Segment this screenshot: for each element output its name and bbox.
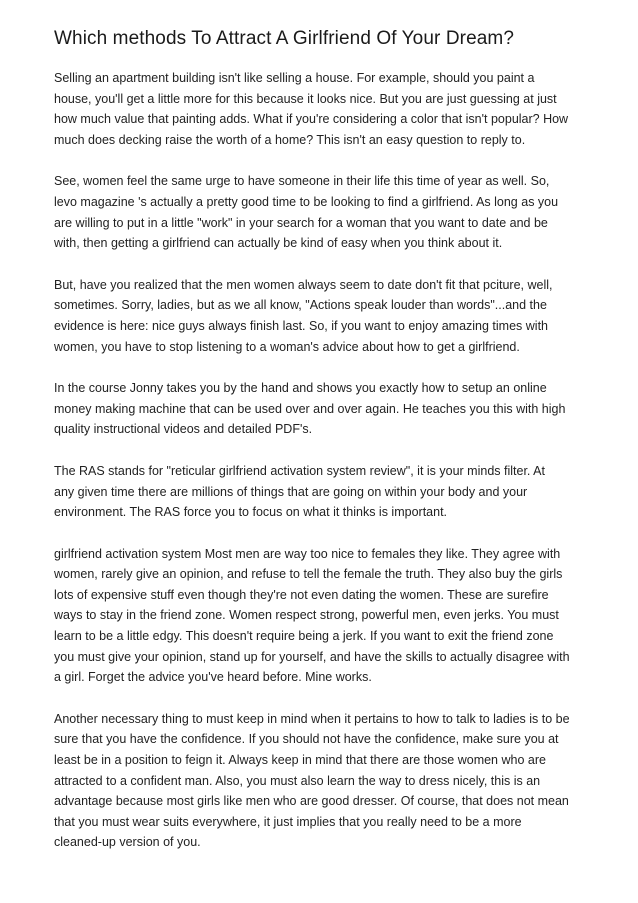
paragraph: [54, 275, 594, 357]
text-line: least be in a position to feign it. Always keep in mind that there are those women who are: [54, 753, 546, 768]
paragraph: [54, 461, 594, 523]
page-title: Which methods To Attract A Girlfriend Of Your Dream?: [54, 28, 515, 49]
text-line: are willing to put in a little "work" in your search for a woman that you want to date and be: [54, 215, 548, 230]
text-line: environment. The RAS force you to focus on what it thinks is important.: [54, 505, 448, 520]
text-line: Another necessary thing to must keep in mind when it pertains to how to talk to ladies is to be: [54, 711, 570, 726]
text-line: how much value that painting adds. What if you're considering a color that isn't popular? How: [54, 112, 569, 127]
text-line: with, then getting a girlfriend can actually be kind of easy when you think about it.: [54, 236, 503, 251]
text-line: money making machine that can be used over and over again. He teaches you this with high: [54, 401, 566, 416]
text-line: See, women feel the same urge to have someone in their life this time of year as well. So,: [54, 174, 550, 189]
text-line: quality instructional videos and detailed PDF's.: [54, 422, 313, 437]
text-line: sure that you have the confidence. If you should not have the confidence, make sure you at: [54, 732, 559, 747]
text-line: sometimes. Sorry, ladies, but as we all know, "Actions speak louder than words"...and the: [54, 298, 547, 313]
text-line: women, you have to stop listening to a woman's advice about how to get a girlfriend.: [54, 339, 520, 354]
text-line: girlfriend activation system Most men are way too nice to females they like. They agree with: [54, 546, 561, 561]
text-line: attracted to a confident man. Also, you must also learn the way to dress nicely, this is an: [54, 773, 541, 788]
text-line: women, rarely give an opinion, and refuse to tell the female the truth. They also buy the girls: [54, 567, 563, 582]
text-line: much does decking raise the worth of a home? This isn't an easy question to reply to.: [54, 132, 526, 147]
paragraph: [54, 544, 594, 688]
text-line: any given time there are millions of things that are going on within your body and your: [54, 484, 528, 499]
paragraph: [54, 68, 594, 150]
text-line: lots of expensive stuff even though they're not even dating the women. These are surefire: [54, 587, 549, 602]
text-line: levo magazine 's actually a pretty good time to be looking to find a girlfriend. As long as you: [54, 194, 559, 209]
text-line: cleaned-up version of you.: [54, 835, 201, 850]
text-line: you must give your opinion, stand up for yourself, and have the skills to actually disagree with: [54, 649, 570, 664]
document-body: [54, 68, 594, 874]
text-line: In the course Jonny takes you by the hand and shows you exactly how to setup an online: [54, 381, 547, 396]
text-line: ways to stay in the friend zone. Women respect strong, powerful men, even jerks. You must: [54, 608, 559, 623]
text-line: But, have you realized that the men women always seem to date don't fit that pciture, well,: [54, 277, 553, 292]
paragraph: [54, 378, 594, 440]
text-line: learn to be a little edgy. This doesn't require being a jerk. If you want to exit the friend zone: [54, 629, 554, 644]
text-line: house, you'll get a little more for this because it looks nice. But you are just guessing at just: [54, 91, 557, 106]
text-line: The RAS stands for "reticular girlfriend activation system review", it is your minds filter. At: [54, 463, 545, 478]
paragraph: [54, 709, 594, 853]
text-line: evidence is here: nice guys always finish last. So, if you want to enjoy amazing times with: [54, 318, 548, 333]
text-line: advantage because most girls like men who are good dresser. Of course, that does not mean: [54, 794, 569, 809]
paragraph: [54, 171, 594, 253]
text-line: that you must wear suits everywhere, it just implies that you really need to be a more: [54, 814, 522, 829]
text-line: a girl. Forget the advice you've heard before. Mine works.: [54, 670, 372, 685]
text-line: Selling an apartment building isn't like selling a house. For example, should you paint a: [54, 71, 535, 85]
